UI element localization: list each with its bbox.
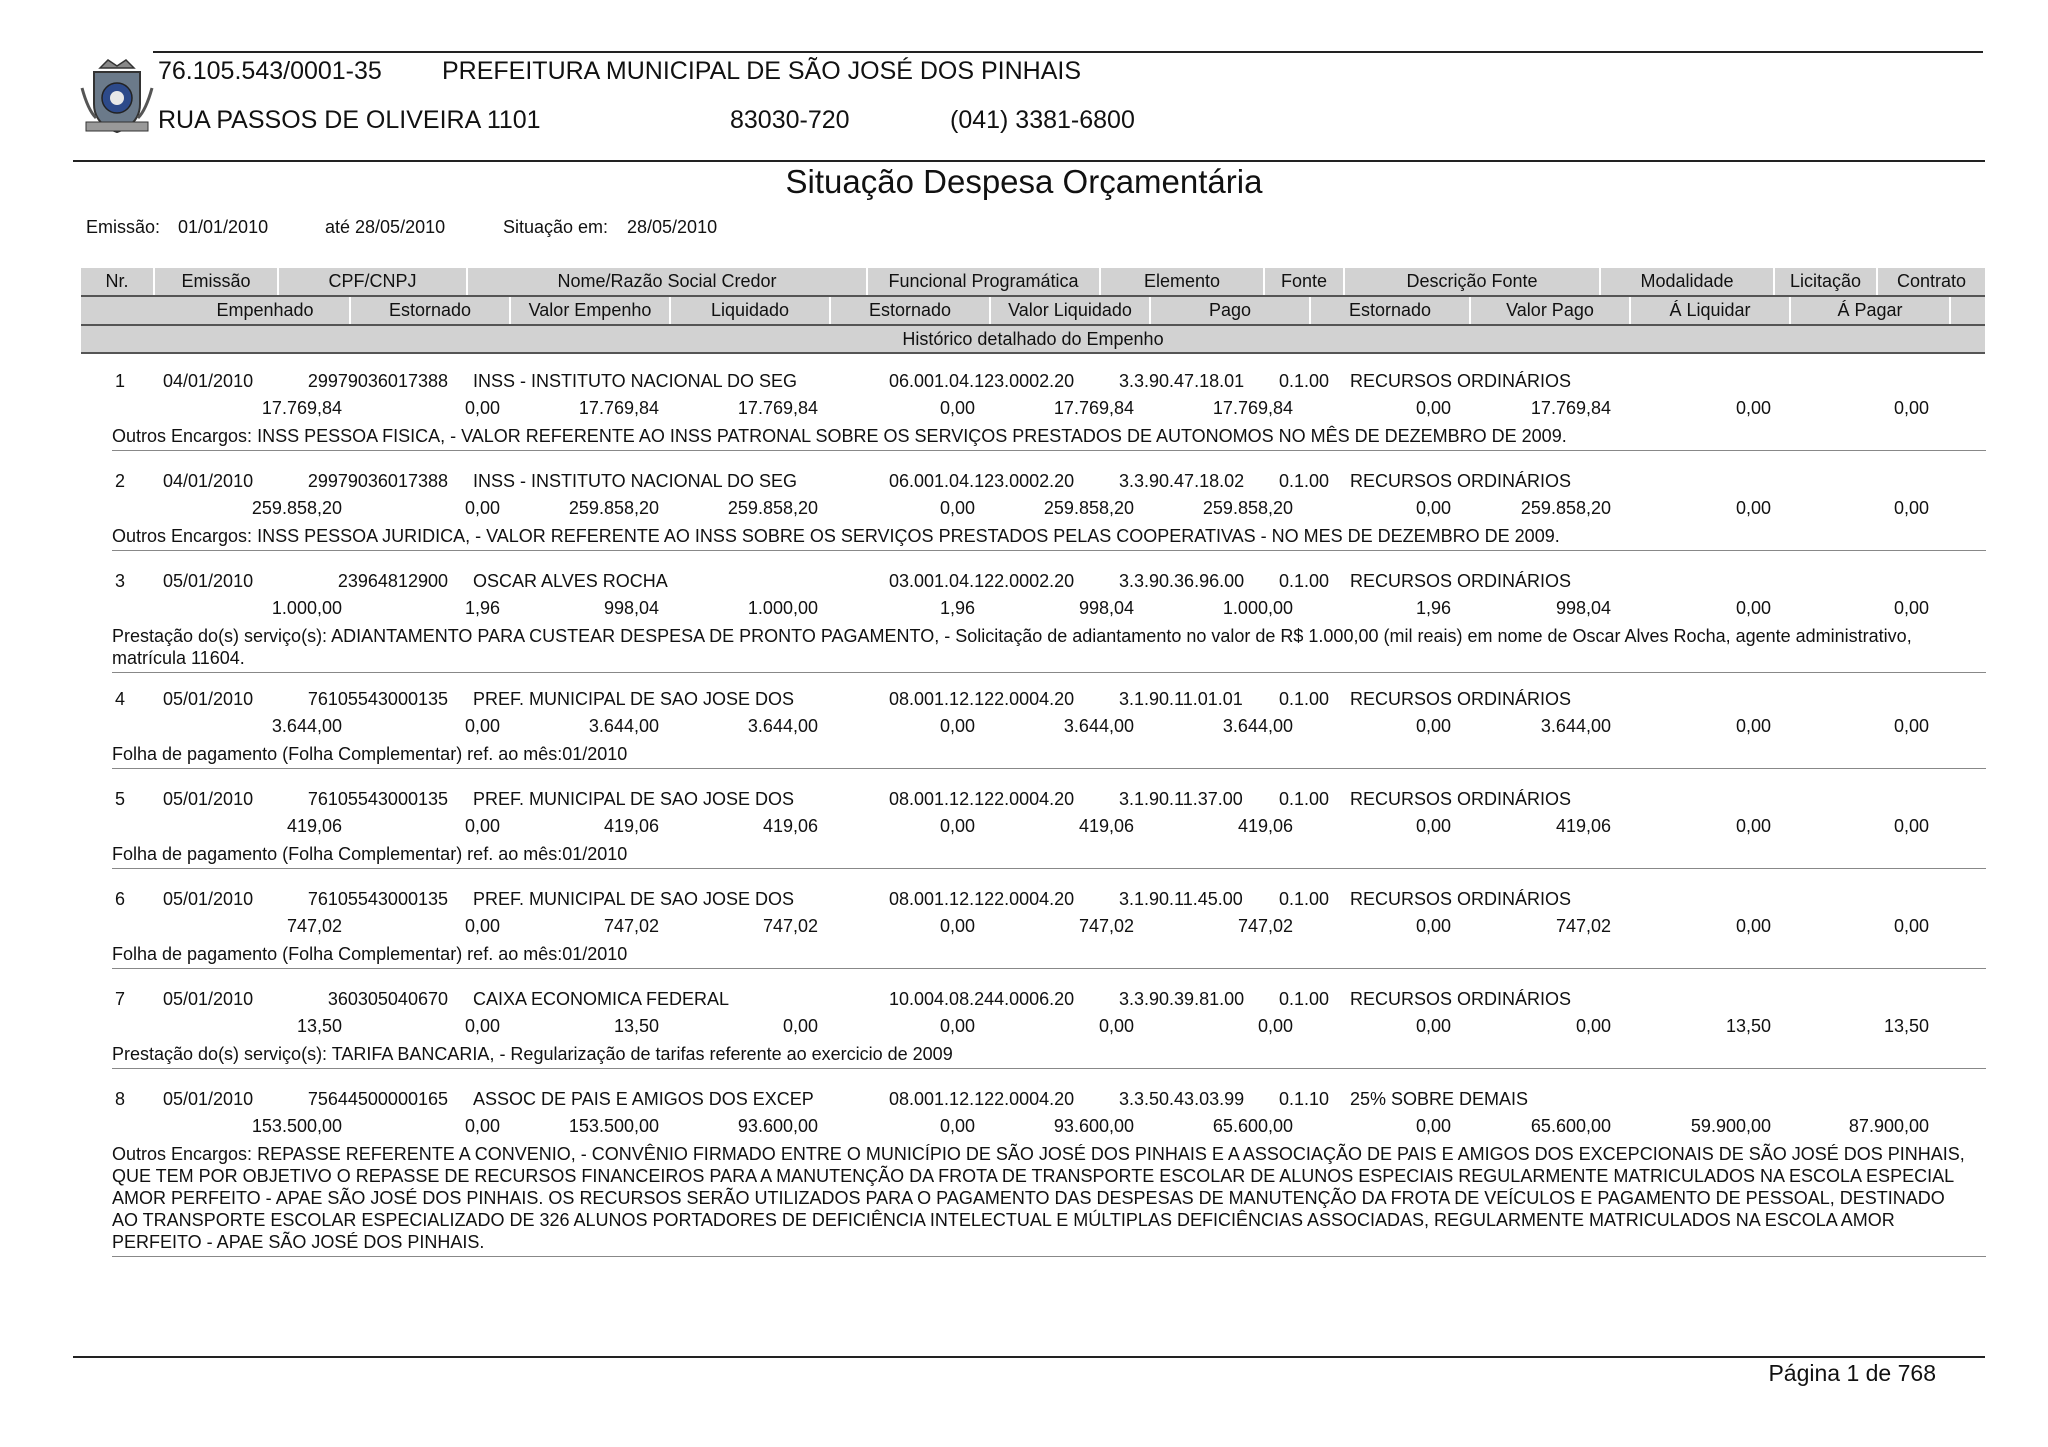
record-value: 0,00 (1893, 816, 1929, 836)
record-cnpj: 360305040670 (327, 989, 448, 1009)
col-valor-empenho: Valor Empenho (511, 297, 671, 324)
column-header-row-1 (81, 268, 1985, 297)
record-value: 0,00 (1415, 716, 1451, 736)
record-historico: Folha de pagamento (Folha Complementar) ref. ao mês:01/2010 (112, 844, 628, 864)
record-value: 0,00 (939, 716, 975, 736)
record-value: 259.858,20 (727, 498, 818, 518)
record-separator (112, 1068, 1986, 1069)
col-desc-fonte: Descrição Fonte (1345, 268, 1601, 295)
record-value: 17.769,84 (1530, 398, 1611, 418)
col-valor-pago: Valor Pago (1471, 297, 1631, 324)
record-value: 1,96 (1415, 598, 1451, 618)
record-value: 153.500,00 (251, 1116, 342, 1136)
footer-rule (73, 1356, 1985, 1358)
record-cnpj: 29979036017388 (307, 371, 448, 391)
record-elemento: 3.1.90.11.01.01 (1119, 689, 1243, 709)
record-value: 1,96 (939, 598, 975, 618)
ate-date: até 28/05/2010 (325, 217, 446, 237)
record-emissao: 05/01/2010 (163, 989, 254, 1009)
record-separator (112, 768, 1986, 769)
record-value: 87.900,00 (1848, 1116, 1929, 1136)
record-value: 153.500,00 (568, 1116, 659, 1136)
record-value: 0,00 (1415, 498, 1451, 518)
record-cnpj: 29979036017388 (307, 471, 448, 491)
record-desc-fonte: 25% SOBRE DEMAIS (1350, 1089, 1529, 1109)
emissao-label: Emissão: (86, 217, 161, 237)
record-historico: Folha de pagamento (Folha Complementar) ref. ao mês:01/2010 (112, 944, 628, 964)
record-value: 0,00 (1735, 598, 1771, 618)
record-desc-fonte: RECURSOS ORDINÁRIOS (1350, 989, 1572, 1009)
coat-of-arms-logo (80, 58, 154, 136)
record-funcional: 08.001.12.122.0004.20 (889, 689, 1075, 709)
record-value: 0,00 (1257, 1016, 1293, 1036)
record-value: 0,00 (939, 1016, 975, 1036)
record-separator (112, 550, 1986, 551)
record-credor: ASSOC DE PAIS E AMIGOS DOS EXCEP (473, 1089, 814, 1109)
record-desc-fonte: RECURSOS ORDINÁRIOS (1350, 571, 1572, 591)
record-value: 419,06 (286, 816, 342, 836)
record-nr: 1 (115, 371, 126, 391)
record-cnpj: 76105543000135 (307, 889, 448, 909)
record-elemento: 3.1.90.11.37.00 (1119, 789, 1243, 809)
record-value: 1.000,00 (747, 598, 818, 618)
record-fonte: 0.1.00 (1279, 789, 1330, 809)
record-value: 0,00 (1735, 398, 1771, 418)
record-nr: 3 (115, 571, 126, 591)
record-value: 0,00 (939, 916, 975, 936)
record-value: 747,02 (1555, 916, 1611, 936)
record-value: 747,02 (1237, 916, 1293, 936)
report-title: Situação Despesa Orçamentária (785, 163, 1263, 200)
record-separator (112, 672, 1986, 673)
record-value: 65.600,00 (1212, 1116, 1293, 1136)
record-separator (112, 968, 1986, 969)
col-liquidado: Liquidado (671, 297, 831, 324)
org-cep: 83030-720 (730, 106, 850, 134)
record-value: 259.858,20 (251, 498, 342, 518)
record-value: 3.644,00 (271, 716, 342, 736)
record-value: 0,00 (1735, 816, 1771, 836)
record-value: 0,00 (939, 498, 975, 518)
record-value: 419,06 (1555, 816, 1611, 836)
record-value: 998,04 (1078, 598, 1134, 618)
record-value: 3.644,00 (1063, 716, 1134, 736)
record-cnpj: 76105543000135 (307, 789, 448, 809)
record-fonte: 0.1.00 (1279, 571, 1330, 591)
record-value: 0,00 (1415, 398, 1451, 418)
record-credor: INSS - INSTITUTO NACIONAL DO SEG (473, 471, 798, 491)
record-value: 0,00 (464, 1116, 500, 1136)
record-credor: PREF. MUNICIPAL DE SAO JOSE DOS (473, 889, 795, 909)
col-a-pagar: Á Pagar (1791, 297, 1951, 324)
record-desc-fonte: RECURSOS ORDINÁRIOS (1350, 789, 1572, 809)
record-value: 0,00 (1893, 598, 1929, 618)
org-phone: (041) 3381-6800 (950, 106, 1135, 134)
record-value: 0,00 (464, 1016, 500, 1036)
record-value: 93.600,00 (1053, 1116, 1134, 1136)
record-value: 1.000,00 (271, 598, 342, 618)
record-value: 0,00 (464, 498, 500, 518)
record-value: 747,02 (603, 916, 659, 936)
record-separator (112, 868, 1986, 869)
record-value: 3.644,00 (1222, 716, 1293, 736)
record-nr: 2 (115, 471, 126, 491)
record-elemento: 3.3.90.47.18.02 (1119, 471, 1245, 491)
record-value: 419,06 (1078, 816, 1134, 836)
record-historico: Prestação do(s) serviço(s): TARIFA BANCARIA, - Regularização de tarifas referente ao exercicio de 2009 (112, 1044, 953, 1064)
record-value: 0,00 (782, 1016, 818, 1036)
record-emissao: 05/01/2010 (163, 789, 254, 809)
record-value: 747,02 (762, 916, 818, 936)
col-historico: Histórico detalhado do Empenho (902, 329, 1164, 349)
record-credor: OSCAR ALVES ROCHA (473, 571, 668, 591)
col-emissao: Emissão (155, 268, 279, 295)
record-emissao: 05/01/2010 (163, 689, 254, 709)
record-value: 13,50 (296, 1016, 342, 1036)
record-value: 0,00 (1893, 498, 1929, 518)
record-elemento: 3.3.90.39.81.00 (1119, 989, 1245, 1009)
record-historico: Folha de pagamento (Folha Complementar) ref. ao mês:01/2010 (112, 744, 628, 764)
record-value: 0,00 (939, 398, 975, 418)
record-value: 0,00 (1735, 498, 1771, 518)
record-value: 3.644,00 (588, 716, 659, 736)
record-value: 0,00 (464, 916, 500, 936)
record-value: 3.644,00 (1540, 716, 1611, 736)
col-pago: Pago (1151, 297, 1311, 324)
record-value: 17.769,84 (1053, 398, 1134, 418)
record-desc-fonte: RECURSOS ORDINÁRIOS (1350, 689, 1572, 709)
col-cpf-cnpj: CPF/CNPJ (279, 268, 468, 295)
record-nr: 7 (115, 989, 126, 1009)
situacao-label: Situação em: (503, 217, 609, 237)
col-estornado-2: Estornado (831, 297, 991, 324)
record-nr: 5 (115, 789, 126, 809)
org-cnpj: 76.105.543/0001-35 (158, 57, 382, 85)
record-desc-fonte: RECURSOS ORDINÁRIOS (1350, 371, 1572, 391)
record-nr: 4 (115, 689, 126, 709)
record-value: 0,00 (1735, 716, 1771, 736)
record-value: 0,00 (1415, 816, 1451, 836)
record-value: 419,06 (762, 816, 818, 836)
record-elemento: 3.3.50.43.03.99 (1119, 1089, 1245, 1109)
record-cnpj: 76105543000135 (307, 689, 448, 709)
record-value: 0,00 (939, 1116, 975, 1136)
record-cnpj: 23964812900 (337, 571, 448, 591)
record-value: 0,00 (1415, 1016, 1451, 1036)
col-funcional: Funcional Programática (868, 268, 1101, 295)
record-elemento: 3.1.90.11.45.00 (1119, 889, 1243, 909)
record-value: 0,00 (1735, 916, 1771, 936)
record-elemento: 3.3.90.47.18.01 (1119, 371, 1245, 391)
record-nr: 8 (115, 1089, 126, 1109)
record-value: 259.858,20 (1202, 498, 1293, 518)
record-funcional: 08.001.12.122.0004.20 (889, 789, 1075, 809)
record-funcional: 10.004.08.244.0006.20 (889, 989, 1075, 1009)
record-historico: Outros Encargos: INSS PESSOA FISICA, - VALOR REFERENTE AO INSS PATRONAL SOBRE OS SERVIÇOS PRESTADOS DE AUTONOMOS NO MÊS DE DEZEMBRO DE 2009. (112, 426, 1567, 446)
record-funcional: 08.001.12.122.0004.20 (889, 1089, 1075, 1109)
col-licitacao: Licitação (1775, 268, 1878, 295)
record-value: 17.769,84 (261, 398, 342, 418)
record-value: 0,00 (464, 816, 500, 836)
col-elemento: Elemento (1101, 268, 1265, 295)
record-separator (112, 450, 1986, 451)
record-value: 747,02 (1078, 916, 1134, 936)
record-value: 0,00 (1893, 916, 1929, 936)
record-value: 0,00 (1893, 716, 1929, 736)
record-value: 998,04 (603, 598, 659, 618)
record-historico: Prestação do(s) serviço(s): ADIANTAMENTO PARA CUSTEAR DESPESA DE PRONTO PAGAMENTO, - Solicitação de adiantamento no valor de R$ 1.000,00 (mil reais) em nome de Oscar Alves Rocha, agente administrativo, matrícula 11604. (112, 626, 1912, 668)
record-funcional: 06.001.04.123.0002.20 (889, 471, 1075, 491)
record-value: 0,00 (464, 716, 500, 736)
record-value: 17.769,84 (1212, 398, 1293, 418)
record-emissao: 05/01/2010 (163, 1089, 254, 1109)
record-desc-fonte: RECURSOS ORDINÁRIOS (1350, 471, 1572, 491)
record-cnpj: 75644500000165 (307, 1089, 448, 1109)
situacao-date: 28/05/2010 (627, 217, 718, 237)
page-number: Página 1 de 768 (1768, 1360, 1936, 1386)
record-value: 0,00 (1415, 1116, 1451, 1136)
record-value: 59.900,00 (1690, 1116, 1771, 1136)
record-value: 747,02 (286, 916, 342, 936)
record-value: 13,50 (1883, 1016, 1929, 1036)
record-value: 13,50 (1725, 1016, 1771, 1036)
record-value: 17.769,84 (578, 398, 659, 418)
col-contrato: Contrato (1896, 271, 1967, 291)
record-value: 259.858,20 (568, 498, 659, 518)
record-value: 0,00 (1893, 398, 1929, 418)
top-rule (153, 51, 1983, 53)
record-value: 13,50 (613, 1016, 659, 1036)
col-empenhado: Empenhado (181, 297, 351, 324)
header-rule (73, 160, 1985, 162)
record-value: 259.858,20 (1043, 498, 1134, 518)
record-value: 259.858,20 (1520, 498, 1611, 518)
record-value: 419,06 (603, 816, 659, 836)
record-value: 0,00 (939, 816, 975, 836)
record-value: 998,04 (1555, 598, 1611, 618)
record-elemento: 3.3.90.36.96.00 (1119, 571, 1245, 591)
col-fonte: Fonte (1265, 268, 1345, 295)
org-name: PREFEITURA MUNICIPAL DE SÃO JOSÉ DOS PINHAIS (442, 57, 1082, 85)
record-emissao: 05/01/2010 (163, 571, 254, 591)
col-estornado-3: Estornado (1311, 297, 1471, 324)
record-value: 17.769,84 (737, 398, 818, 418)
record-fonte: 0.1.00 (1279, 889, 1330, 909)
record-value: 65.600,00 (1530, 1116, 1611, 1136)
record-credor: CAIXA ECONOMICA FEDERAL (473, 989, 730, 1009)
record-fonte: 0.1.00 (1279, 689, 1330, 709)
record-emissao: 05/01/2010 (163, 889, 254, 909)
record-value: 1.000,00 (1222, 598, 1293, 618)
record-value: 0,00 (1415, 916, 1451, 936)
record-value: 0,00 (464, 398, 500, 418)
record-credor: PREF. MUNICIPAL DE SAO JOSE DOS (473, 789, 795, 809)
org-address: RUA PASSOS DE OLIVEIRA 1101 (158, 106, 541, 134)
record-fonte: 0.1.00 (1279, 471, 1330, 491)
record-funcional: 06.001.04.123.0002.20 (889, 371, 1075, 391)
emissao-date: 01/01/2010 (178, 217, 269, 237)
record-desc-fonte: RECURSOS ORDINÁRIOS (1350, 889, 1572, 909)
record-value: 93.600,00 (737, 1116, 818, 1136)
record-fonte: 0.1.00 (1279, 989, 1330, 1009)
record-emissao: 04/01/2010 (163, 471, 254, 491)
record-emissao: 04/01/2010 (163, 371, 254, 391)
record-value: 3.644,00 (747, 716, 818, 736)
col-credor: Nome/Razão Social Credor (468, 268, 868, 295)
record-value: 0,00 (1575, 1016, 1611, 1036)
col-modalidade: Modalidade (1601, 268, 1775, 295)
record-credor: PREF. MUNICIPAL DE SAO JOSE DOS (473, 689, 795, 709)
record-fonte: 0.1.10 (1279, 1089, 1330, 1109)
record-value: 1,96 (464, 598, 500, 618)
record-fonte: 0.1.00 (1279, 371, 1330, 391)
record-funcional: 03.001.04.122.0002.20 (889, 571, 1075, 591)
record-funcional: 08.001.12.122.0004.20 (889, 889, 1075, 909)
col-estornado-1: Estornado (351, 297, 511, 324)
col-a-liquidar: Á Liquidar (1631, 297, 1791, 324)
record-historico: Outros Encargos: INSS PESSOA JURIDICA, - VALOR REFERENTE AO INSS SOBRE OS SERVIÇOS PRESTADOS PELAS COOPERATIVAS - NO MES DE DEZEMBRO DE 2009. (112, 526, 1560, 546)
column-header-row-3 (81, 326, 1985, 354)
col-nr: Nr. (81, 268, 155, 295)
record-separator (112, 1256, 1986, 1257)
col-valor-liquidado: Valor Liquidado (991, 297, 1151, 324)
record-value: 0,00 (1098, 1016, 1134, 1036)
record-historico: Outros Encargos: REPASSE REFERENTE A CONVENIO, - CONVÊNIO FIRMADO ENTRE O MUNICÍPIO DE SÃO JOSÉ DOS PINHAIS E A ASSOCIAÇÃO DE PAIS E AMIGOS DOS EXCEPCIONAIS DE SÃO JOSÉ DOS PINHAIS, QUE TEM POR OBJETIVO O REPASSE DE RECURSOS FINANCEIROS PARA A MANUTENÇÃO DA FROTA DE TRANSPORTE ESCOLAR DE ALUNOS ESPECIAIS REGULARMENTE MATRICULADOS NA ESCOLA ESPECIAL AMOR PERFEITO - APAE SÃO JOSÉ DOS PINHAIS. OS RECURSOS SERÃO UTILIZADOS PARA O PAGAMENTO DAS DESPESAS DE MANUTENÇÃO DA FROTA DE VEÍCULOS E PAGAMENTO DE PESSOAL, DESTINADO AO TRANSPORTE ESCOLAR ESPECIALIZADO DE 326 ALUNOS PORTADORES DE DEFICIÊNCIA INTELECTUAL E MÚLTIPLAS DEFICIÊNCIAS ASSOCIADAS, REGULARMENTE MATRICULADOS NA ESCOLA AMOR PERFEITO - APAE SÃO JOSÉ DOS PINHAIS. (112, 1144, 1965, 1252)
record-nr: 6 (115, 889, 126, 909)
record-value: 419,06 (1237, 816, 1293, 836)
record-credor: INSS - INSTITUTO NACIONAL DO SEG (473, 371, 798, 391)
column-header-row-2 (81, 297, 1985, 326)
